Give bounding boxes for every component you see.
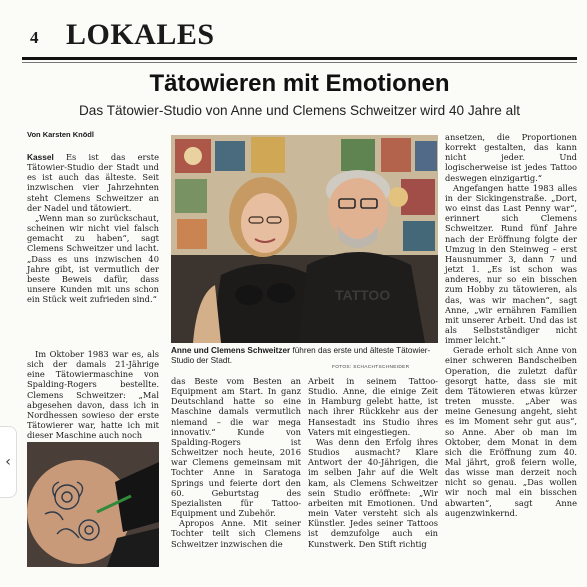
article-column-2 <box>171 376 301 549</box>
article-byline: Von Karsten Knödl <box>27 130 94 139</box>
svg-text:TATTOO: TATTOO <box>335 287 391 303</box>
paragraph: Apropos Anne. Mit seiner Tochter teilt sich Clemens Schweitzer inzwischen die <box>171 518 301 549</box>
main-photo-illustration <box>171 135 438 343</box>
header-rule <box>22 57 577 60</box>
main-photo <box>171 135 438 343</box>
paragraph: Gerade erholt sich Anne von einer schweren Bandscheiben Operation, die zuletzt dafür gesorgt hatte, dass sie mit dem Tätowieren etwas kürzer treten musste. „Aber was meine Genesung angeht, sieht es im Moment sehr gut aus“, so Anne. Aber ob man im Oktober, dem Monat in dem sich die Eröffnung zum 40. Mal jährt, groß feiern wolle, das wisse man derzeit noch nicht so genau. „Das wollen wir noch mal ein bisschen abwarten“, sagt Anne augenzwinkernd. <box>445 345 577 518</box>
article-headline: Tätowieren mit Emotionen <box>149 70 450 97</box>
paragraph: Kassel Es ist das erste Tätowier-Studio der Stadt und es ist auch das älteste. Seit inzwischen vier Jahrzehnten steht Clemens Schweitzer an der Nadel und tätowiert. <box>27 152 159 213</box>
article-column-4 <box>445 132 577 518</box>
paragraph: Angefangen hatte 1983 alles in der Sickingenstraße. „Dort, wo einst das Last Penny war“, erinnert sich Clemens Schweitzer. Rund fünf Jahre nach der Eröffnung folgte der Umzug in den Steinweg – erst Hausnummer 3, dann 7 und jetzt 1. „Es ist schon was anderes, nur so ein bisschen zum Hobby zu tätowieren, als das, was wir machen“, sagt Anne, „wir ernähren Familien mit unserer Arbeit. Und das ist als Selbstständiger nicht immer leicht.“ <box>445 182 577 346</box>
dateline: Kassel <box>27 152 54 162</box>
article-column-3 <box>308 376 438 549</box>
tattoo-photo <box>27 442 159 567</box>
header-rule-thin <box>22 62 577 63</box>
photo-credit: FOTOS: SCHACHTSCHNEIDER <box>332 365 410 370</box>
caption-names: Anne und Clemens Schweitzer <box>171 346 291 355</box>
paragraph: Was denn den Erfolg ihres Studios ausmacht? Klare Antwort der 40-Jährigen, die im selben Jahr auf die Welt kam, als Clemens Schweitzer sein Studio eröffnete: „Wir arbeiten mit Emotionen. Und mein Vater versteht sich als Künstler. Jedes seiner Tattoos ist demzufolge auch ein Kunstwerk. Den Stift richtig <box>308 436 438 549</box>
paragraph: das Beste vom Besten an Equipment am Start. In ganz Deutschland hatte so eine Maschine damals vermutlich niemand – die war mega innovativ.“ Kunde von Spalding-Rogers ist Schweitzer noch heute, 2016 war Clemens gemeinsam mit Tochter Anne in Saratoga Springs und feierte dort den 60. Geburtstag des Spezialisten für Tattoo-Equipment und Zubehör. <box>171 376 301 519</box>
paragraph: ansetzen, die Proportionen korrekt gestalten, das kann nicht jeder. Und logischerweise ist jedes Tattoo deswegen einzigartig.“ <box>445 132 577 183</box>
previous-page-button[interactable] <box>0 426 17 498</box>
section-title: LOKALES <box>66 18 215 51</box>
article-column-1 <box>27 152 159 304</box>
tattoo-photo-illustration <box>27 442 159 567</box>
caption-text: führen das erste und älteste Tätowier-Studio der Stadt. <box>171 346 431 365</box>
chevron-left-icon: ‹ <box>5 454 11 470</box>
paragraph: „Wenn man so zurückschaut, scheinen wir nicht viel falsch gemacht zu haben“, sagt Clemens Schweitzer und lacht. „Dass es uns inzwischen 40 Jahre gibt, ist vermutlich der beste Beweis dafür, dass unsere Kunden mit uns schon ein Stück weit zufrieden sind.“ <box>27 212 159 305</box>
article-subheadline: Das Tätowier-Studio von Anne und Clemens Schweitzer wird 40 Jahre alt <box>78 103 520 118</box>
paragraph: Im Oktober 1983 war es, als sich der damals 21-Jährige eine Tätowiermaschine von Spalding-Rogers bestellte. Clemens Schweitzer: „Mal abgesehen davon, dass ich in Nordhessen sowieso der erste Tätowierer war, hatte ich mit dieser Maschine auch noch <box>27 349 159 441</box>
page-number: 4 <box>30 28 39 47</box>
article-column-1-continued <box>27 349 159 440</box>
photo-caption <box>171 346 438 366</box>
paragraph: Arbeit in seinem Tattoo-Studio. Anne, die einige Zeit in Hamburg gelebt hatte, ist nach ihrer Rückkehr aus der Hansestadt ins Studio ihres Vaters mit eingestiegen. <box>308 376 438 437</box>
